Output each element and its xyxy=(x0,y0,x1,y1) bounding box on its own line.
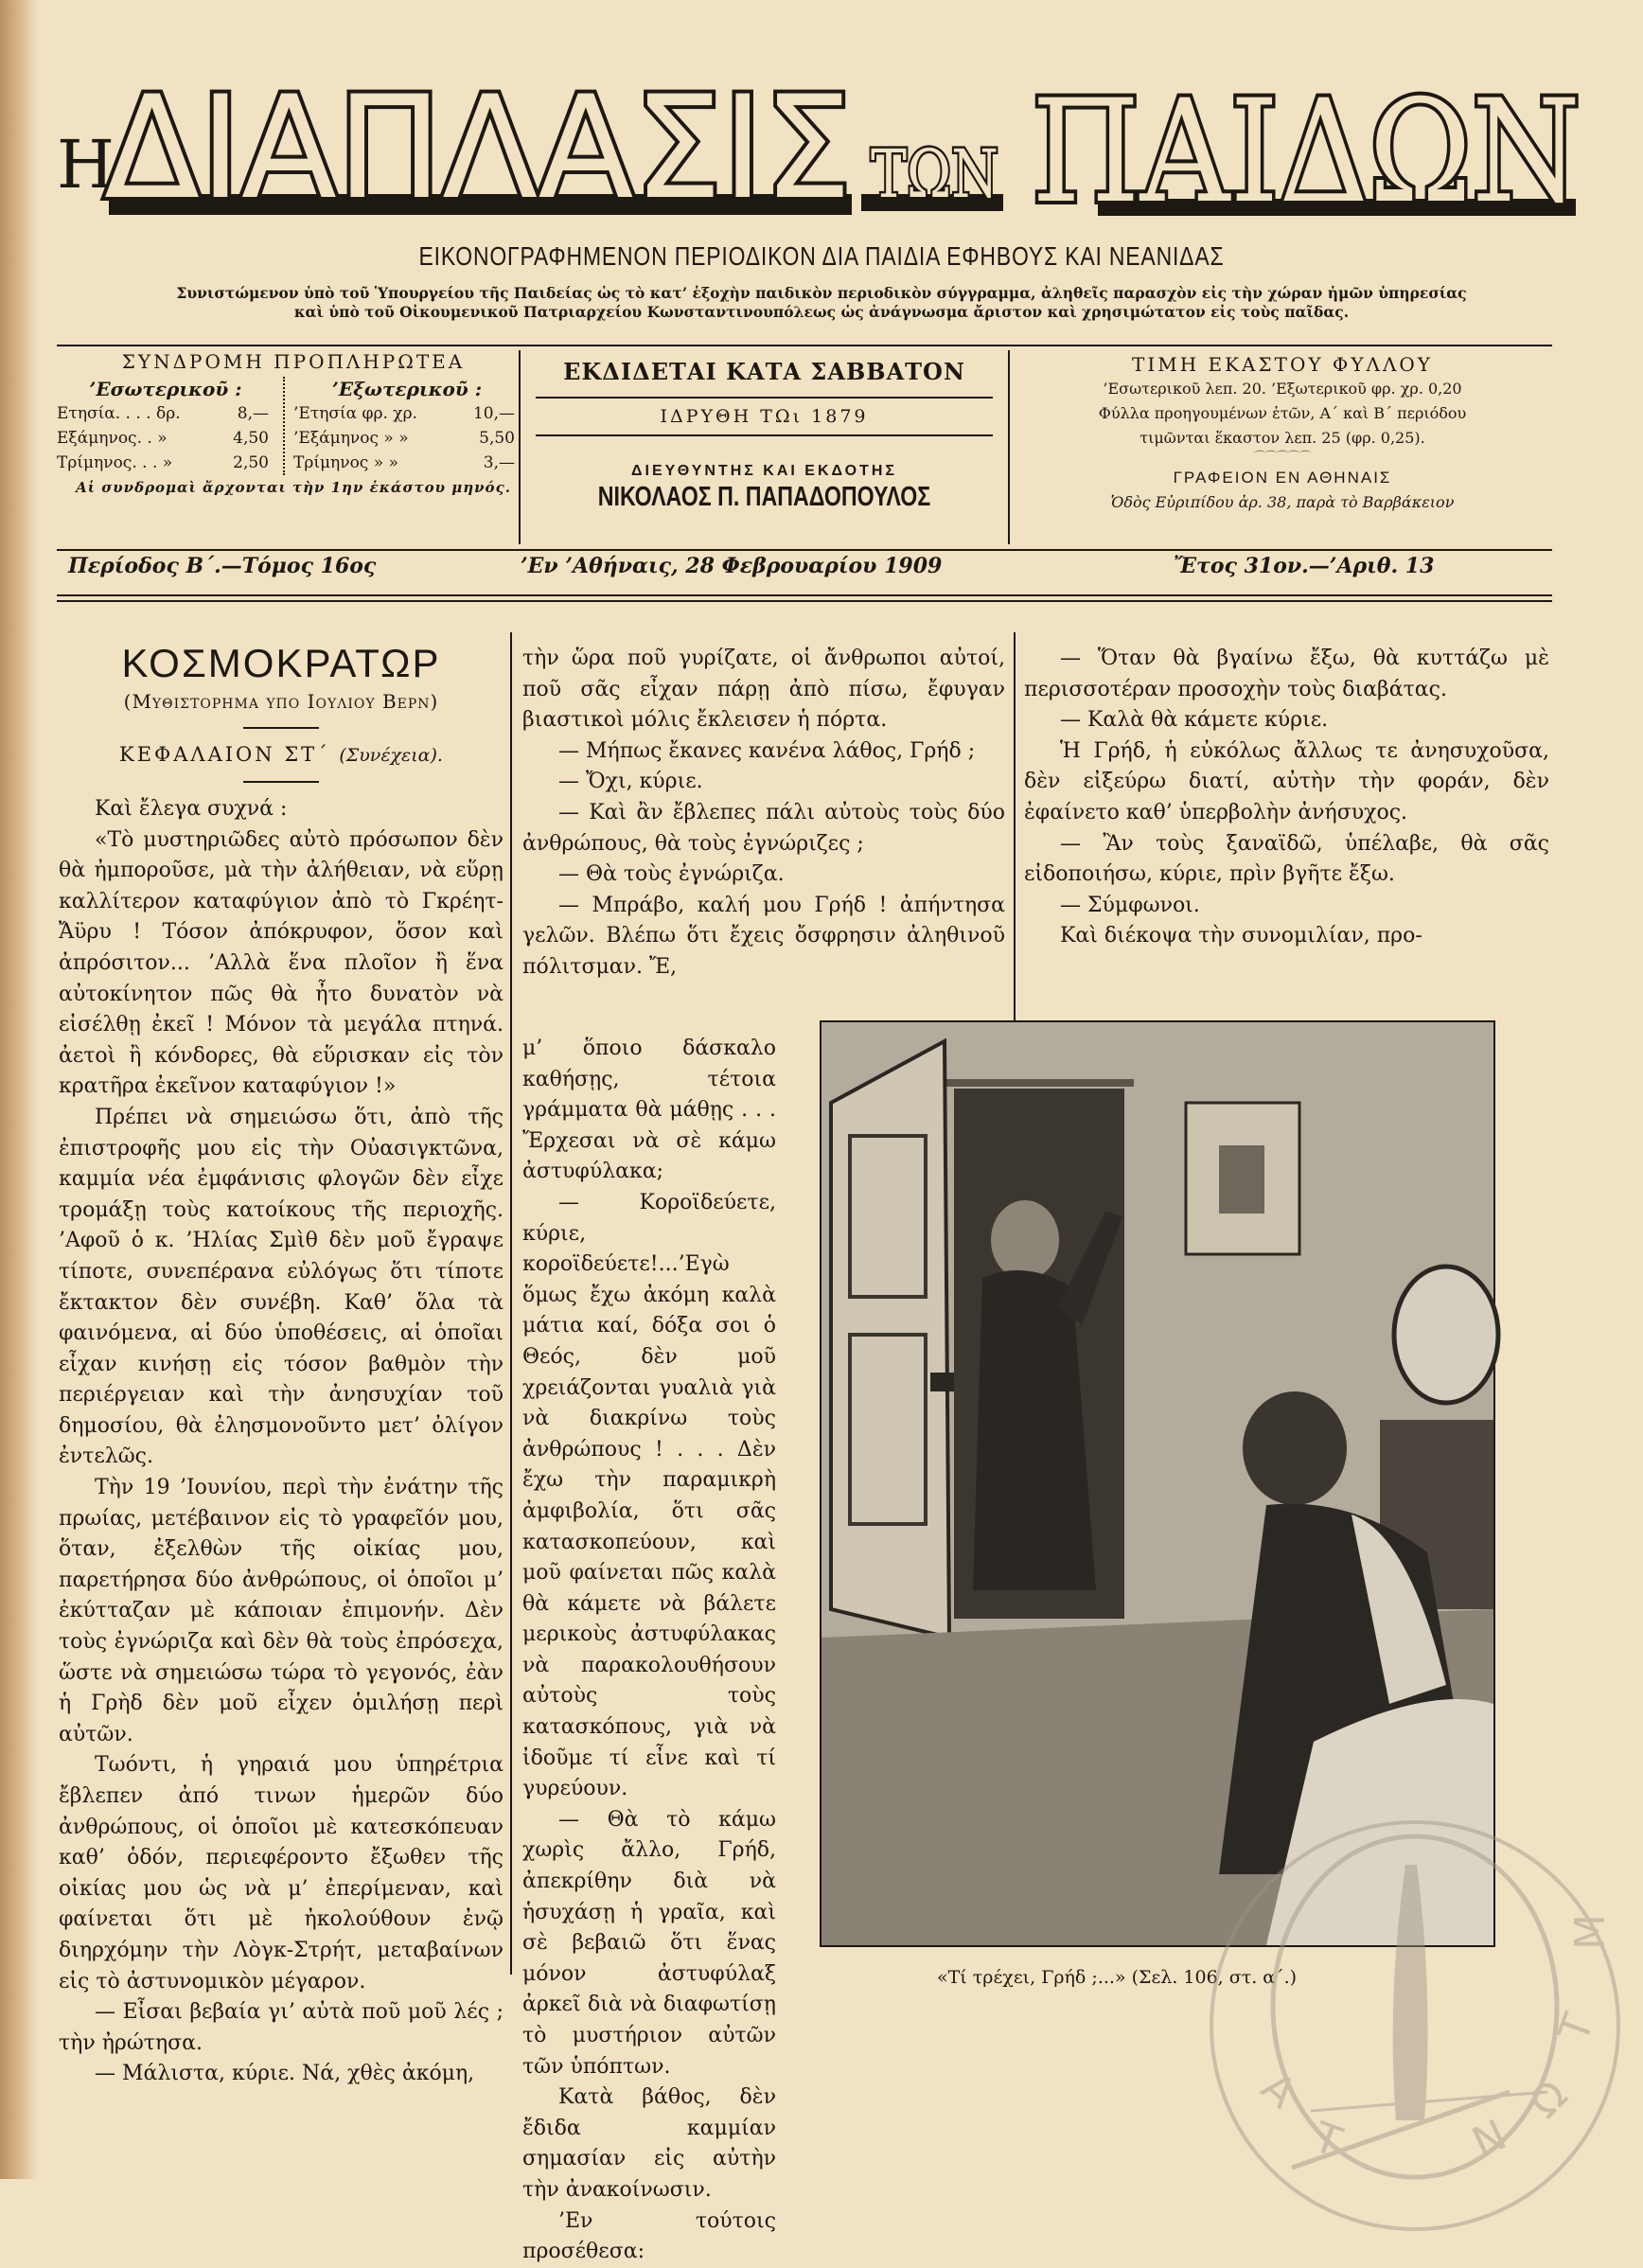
svg-text:Τ: Τ xyxy=(1307,2113,1348,2168)
recommendation-line-1: Συνιστώμενον ὑπὸ τοῦ Ὑπουργείου τῆς Παιδείας ὡς τὸ κατ’ ἐξοχὴν παιδικὸν περιοδικὸν σύγγραμμα, ἀληθεῖς παρασχὸν εἰς τὴν χώραν ἡμῶν ὑπηρεσίας xyxy=(176,284,1467,302)
paragraph: — Εἶσαι βεβαία γι’ αὐτὰ ποῦ μοῦ λές ; τὴν ἠρώτησα. xyxy=(59,2000,504,2055)
article-column-3 xyxy=(1024,644,1549,952)
page-spine-shadow xyxy=(0,0,38,2179)
domestic-label: ’Εσωτερικοῦ : xyxy=(89,378,242,400)
paragraph: ’Εν τούτοις προσέθεσα: xyxy=(522,2208,776,2264)
period-volume: Περίοδος Β΄.—Τόμος 16ος xyxy=(68,554,377,578)
domestic-row: Ετησία. . . . δρ. 8,— xyxy=(57,404,269,423)
mirror xyxy=(1394,1267,1498,1403)
paragraph: — Καλὰ θὰ κάμετε κύριε. xyxy=(1060,708,1329,733)
recommendation-line-2: καὶ ὑπὸ τοῦ Οἰκουμενικοῦ Πατριαρχείου Κωνσταντινουπόλεως ὡς ἀνάγνωσμα ἄριστον καὶ χρησιμώτατον εἰς τοὺς παῖδας. xyxy=(293,303,1350,321)
illustration-caption: «Τί τρέχει, Γρήδ ;...» (Σελ. 106, στ. α΄.) xyxy=(937,1967,1298,1988)
paragraph: — Θὰ τὸ κάμω χωρὶς ἄλλο, Γρήδ, ἀπεκρίθην διὰ νὰ ἡσυχάσῃ ἡ γραῖα, καὶ σὲ βεβαιῶ ὅτι ἕνας μόνον ἀστυφύλαξ ἀρκεῖ διὰ νὰ διαφωτίσῃ τὸ μυστήριον αὐτῶν τῶν ὑπόπτων. xyxy=(522,1807,776,2079)
place-date: ’Εν ’Αθήναις, 28 Φεβρουαρίου 1909 xyxy=(521,554,943,578)
svg-text:Τ: Τ xyxy=(1549,2008,1604,2048)
paragraph: — Κοροϊδεύετε, κύριε, κοροϊδεύετε!...’Εγὼ ὅμως ἔχω ἀκόμη καλὰ μάτια καί, δόξα σοι ὁ Θεός, δὲν μοῦ χρειάζονται γυαλιὰ γιὰ νὰ διακρίνω τοὺς ἀνθρώπους ! . . . Δὲν ἔχω τὴν παραμικρὴ ἀμφιβολία, ὅτι σᾶς κατασκοπεύουν, καὶ μοῦ φαίνεται πῶς καλὰ θὰ κάμετε νὰ βάλετε μερικοὺς ἀστυφύλακας νὰ παρακολουθήσουν αὐτοὺς τοὺς κατασκόπους, γιὰ νὰ ἰδοῦμε τί εἶνε καὶ τί γυρεύουν. xyxy=(522,1190,776,1801)
publication-frequency: ΕΚΔΙΔΕΤΑΙ ΚΑΤΑ ΣΑΒΒΑΤΟΝ xyxy=(563,358,965,385)
office-heading: ΓΡΑΦΕΙΟΝ ΕΝ ΑΘΗΝΑΙΣ xyxy=(1173,469,1392,487)
brace-divider xyxy=(283,377,285,475)
paragraph: — Ἂν τοὺς ξαναϊδῶ, ὑπέλαβε, θὰ σᾶς εἰδοποιήσω, κύριε, πρὶν βγῆτε ἔξω. xyxy=(1024,831,1549,887)
library-seal-watermark xyxy=(1169,1808,1633,2177)
article-title: ΚΟΣΜΟΚΡΑΤΩΡ xyxy=(121,641,441,685)
subscription-heading: ΣΥΝΔΡΟΜΗ ΠΡΟΠΛΗΡΩΤΕΑ xyxy=(121,350,466,373)
rule-mid xyxy=(57,549,1552,551)
paragraph: Πρέπει νὰ σημειώσω ὅτι, ἀπὸ τῆς ἐπιστροφῆς μου εἰς τὴν Οὐασιγκτῶνα, καμμία νέα ἐμφάνισις φλογῶν δὲν εἶχε τρομάξῃ τοὺς κατοίκους τῆς περιοχῆς. ’Αφοῦ ὁ κ. ’Ηλίας Σμὶθ δὲν μοῦ ἔγραψε τίποτε, συνεπέρανα εὐλόγως ὅτι τίποτε ἔκτακτον δὲν συνέβη. Καθ’ ὅλα τὰ φαινόμενα, αἱ δύο ὑποθέσεις, αἱ ὁποῖαι εἶχαν κινήσῃ εἰς τόσον βαθμὸν τὴν περιέργειαν καὶ τὴν ἀνησυχίαν τοῦ δημοσίου, θὰ ἐλησμονοῦντο μετ’ ὀλίγον ἐντελῶς. xyxy=(59,1105,504,1469)
foreign-row: ’Εξάμηνος » » 5,50 xyxy=(293,429,515,448)
masthead-logo xyxy=(57,66,1590,237)
paragraph: — Ὅταν θὰ βγαίνω ἔξω, θὰ κυττάζω μὲ περισσοτέραν προσοχὴν τοὺς διαβάτας. xyxy=(1024,647,1549,701)
masthead-word-3: ΠΑΙΔΩΝ xyxy=(1032,70,1581,235)
column-divider xyxy=(510,632,512,1975)
svg-text:Ω: Ω xyxy=(1520,2070,1578,2128)
price-heading: ΤΙΜΗ ΕΚΑΣΤΟΥ ΦΥΛΛΟΥ xyxy=(1131,353,1434,376)
paragraph: Κατὰ βάθος, δὲν ἔδιδα καμμίαν σημασίαν εἰς αὐτὴν τὴν ἀνακοίνωσιν. xyxy=(522,2085,776,2202)
column-divider xyxy=(1014,632,1016,1020)
subscription-box xyxy=(57,350,530,544)
foreign-row: Τρίμηνος » » 3,— xyxy=(293,453,515,472)
issue-dateline xyxy=(57,554,1552,586)
paragraph: Τωόντι, ἡ γηραιά μου ὑπηρέτρια ἔβλεπεν ἀπό τινων ἡμερῶν δύο ἀνθρώπους, οἱ ὁποῖοι μὲ κατεσκόπευαν καθ’ ὁδόν, περιεφέροντο ἔξωθεν τῆς οἰκίας μου ὡς νὰ μ’ ἐπερίμεναν, καὶ φαίνεται ὅτι μὲ ἠκολούθουν ἐνῷ διηρχόμην τὴν Λὸγκ-Στρήτ, μεταβαίνων εἰς τὸ ἀστυνομικὸν μέγαρον. xyxy=(59,1753,504,1993)
chapter-note: (Συνέχεια). xyxy=(339,745,443,766)
founded-year: ΙΔΡΥΘΗ ΤΩι 1879 xyxy=(536,397,993,436)
paragraph: — Μήπως ἔκανες κανένα λάθος, Γρήδ ; xyxy=(558,738,976,763)
recommendation-text xyxy=(38,284,1605,322)
year-number: Ἔτος 31ον.—’Αριθ. 13 xyxy=(1174,554,1435,578)
title-separator xyxy=(243,727,319,729)
article-column-1 xyxy=(59,641,504,2090)
office-address: Ὁδὸς Εὐριπίδου ἀρ. 38, παρὰ τὸ Βαρβάκειον xyxy=(1110,493,1455,511)
chapter-heading: ΚΕΦΑΛΑΙΟΝ ΣΤ΄ (Συνέχεια). xyxy=(119,743,443,766)
publisher-name: ΝΙΚΟΛΑΟΣ Π. ΠΑΠΑΔΟΠΟΥΛΟΣ xyxy=(597,482,931,512)
price-line-2: Φύλλα προηγουμένων ἐτῶν, Α΄ καὶ Β΄ περιόδου xyxy=(1098,404,1467,422)
foreign-label: ’Εξωτερικοῦ : xyxy=(331,378,483,400)
foreign-row: ’Ετησία φρ. χρ. 10,— xyxy=(293,404,515,423)
paragraph: — Σύμφωνοι. xyxy=(1060,893,1200,917)
article-column-2-narrow xyxy=(522,1034,776,2268)
paragraph: — Ὄχι, κύριε. xyxy=(558,770,703,794)
paragraph: Καὶ ἔλεγα συχνά : xyxy=(95,797,288,821)
masthead-word-2: ΤΩΝ xyxy=(871,135,998,213)
price-line-3: τιμῶνται ἕκαστον λεπ. 25 (φρ. 0,25). xyxy=(1140,429,1425,447)
paragraph: Ἡ Γρήδ, ἡ εὐκόλως ἄλλως τε ἀνησυχοῦσα, δὲν εἰξεύρω διατί, αὐτὴν τὴν φοράν, δὲν ἐφαίνετο καθ’ ὑπερβολὴν ἀνήσυχος. xyxy=(1024,738,1549,824)
paragraph: — Θὰ τοὺς ἐγνώριζα. xyxy=(558,862,785,887)
man-figure xyxy=(1243,1391,1347,1505)
paragraph: — Μάλιστα, κύριε. Νά, χθὲς ἀκόμη, xyxy=(95,2062,475,2086)
price-box xyxy=(1017,350,1547,544)
subscription-note: Αἱ συνδρομαὶ ἄρχονται τὴν 1ην ἑκάστου μηνός. xyxy=(76,479,511,496)
price-line-1: ’Εσωτερικοῦ λεπ. 20. ’Εξωτερικοῦ φρ. χρ. 0,20 xyxy=(1103,380,1462,398)
woman-figure xyxy=(991,1200,1059,1280)
domestic-row: Εξάμηνος. . » 4,50 xyxy=(57,429,269,448)
masthead-word-1: ΔΙΑΠΛΑΣΙΣ xyxy=(104,66,852,231)
svg-text:Α: Α xyxy=(1251,2063,1305,2118)
paragraph: «Τὸ μυστηριῶδες αὐτὸ πρόσωπον δὲν θὰ ἠμποροῦσε, μὰ τὴν ἀλήθειαν, νὰ εὕρῃ καλλίτερον καταφύγιον ἀπὸ τὸ Γκρέητ-Ἄϋρυ ! Τόσον ἀπόκρυφον, ὅσον καὶ ἀπρόσιτον... ’Αλλὰ ἕνα πλοῖον ἢ ἕνα αὐτοκίνητον πῶς θὰ ἦτο δυνατὸν νὰ εἰσέλθῃ ἐκεῖ ! Μόνον τὰ μεγάλα πτηνά. ἀετοὶ ἢ κόνδορες, θὰ εὕρισκαν εἰς τὸν κρατῆρα ἐκεῖνον καταφύγιον !» xyxy=(59,827,504,1099)
article-column-2 xyxy=(522,644,1005,983)
chapter-separator xyxy=(243,781,319,783)
publisher-box xyxy=(519,350,1010,544)
publisher-role: ΔΙΕΥΘΥΝΤΗΣ ΚΑΙ ΕΚΔΟΤΗΣ xyxy=(631,463,897,479)
rule-top xyxy=(57,345,1552,346)
ornament-divider: ⌒⌒⌒⌒⌒ xyxy=(1253,450,1311,463)
paragraph: Τὴν 19 ’Ιουνίου, περὶ τὴν ἐνάτην τῆς πρωίας, μετέβαινον εἰς τὸ γραφεῖόν μου, ὅταν, ἐξελθὼν τῆς οἰκίας μου, παρετήρησα δύο ἀνθρώπους, οἱ ὁποῖοι μ’ ἐκύτταζαν μὲ κάποιαν ἐπιμονήν. Δὲν τοὺς ἐγνώριζα καὶ δὲν θὰ τοὺς ἐπρόσεχα, ὥστε νὰ σημειώσω τώρα τὸ γεγονός, ἐὰν ἡ Γρὴδ δὲν μοῦ εἶχεν ὁμιλήσῃ περὶ αὐτῶν. xyxy=(59,1476,504,1746)
paragraph: — Μπράβο, καλή μου Γρήδ ! ἀπήντησα γελῶν. Βλέπω ὅτι ἔχεις ὄσφρησιν ἀληθινοῦ πόλιτσμαν. Ἔ, xyxy=(522,893,1005,979)
svg-text:Ν: Ν xyxy=(1465,2110,1514,2168)
paragraph: μ’ ὅποιο δάσκαλο καθήσῃς, τέτοια γράμματα θὰ μάθῃς . . . Ἔρχεσαι νὰ σὲ κάμω ἀστυφύλακα; xyxy=(522,1037,776,1184)
paragraph: Καὶ διέκοψα τὴν συνομιλίαν, προ- xyxy=(1060,924,1422,948)
paragraph: τὴν ὥρα ποῦ γυρίζατε, οἱ ἄνθρωποι αὐτοί, ποῦ σᾶς εἶχαν πάρῃ ἀπὸ πίσω, ἔφυγαν βιαστικοὶ μόλις ἔκλεισεν ἡ πόρτα. xyxy=(522,647,1005,733)
rule-date-1 xyxy=(57,594,1552,596)
svg-text:Μ: Μ xyxy=(1566,1914,1615,1950)
masthead-article: Η xyxy=(57,126,115,204)
paragraph: — Καὶ ἂν ἔβλεπες πάλι αὐτοὺς τοὺς δύο ἀνθρώπους, θὰ τοὺς ἐγνώριζες ; xyxy=(522,800,1005,856)
masthead-subtitle: ΕΙΚΟΝΟΓΡΑΦΗΜΕΝΟΝ ΠΕΡΙΟΔΙΚΟΝ ΔΙΑ ΠΑΙΔΙΑ ΕΦΗΒΟΥΣ ΚΑΙ ΝΕΑΝΙΔΑΣ xyxy=(418,241,1225,271)
rule-date-2 xyxy=(57,600,1552,602)
article-byline: (Μυθιστορημα υπο Ιουλιου Βερν) xyxy=(123,690,439,713)
domestic-row: Τρίμηνος. . . » 2,50 xyxy=(57,453,269,472)
